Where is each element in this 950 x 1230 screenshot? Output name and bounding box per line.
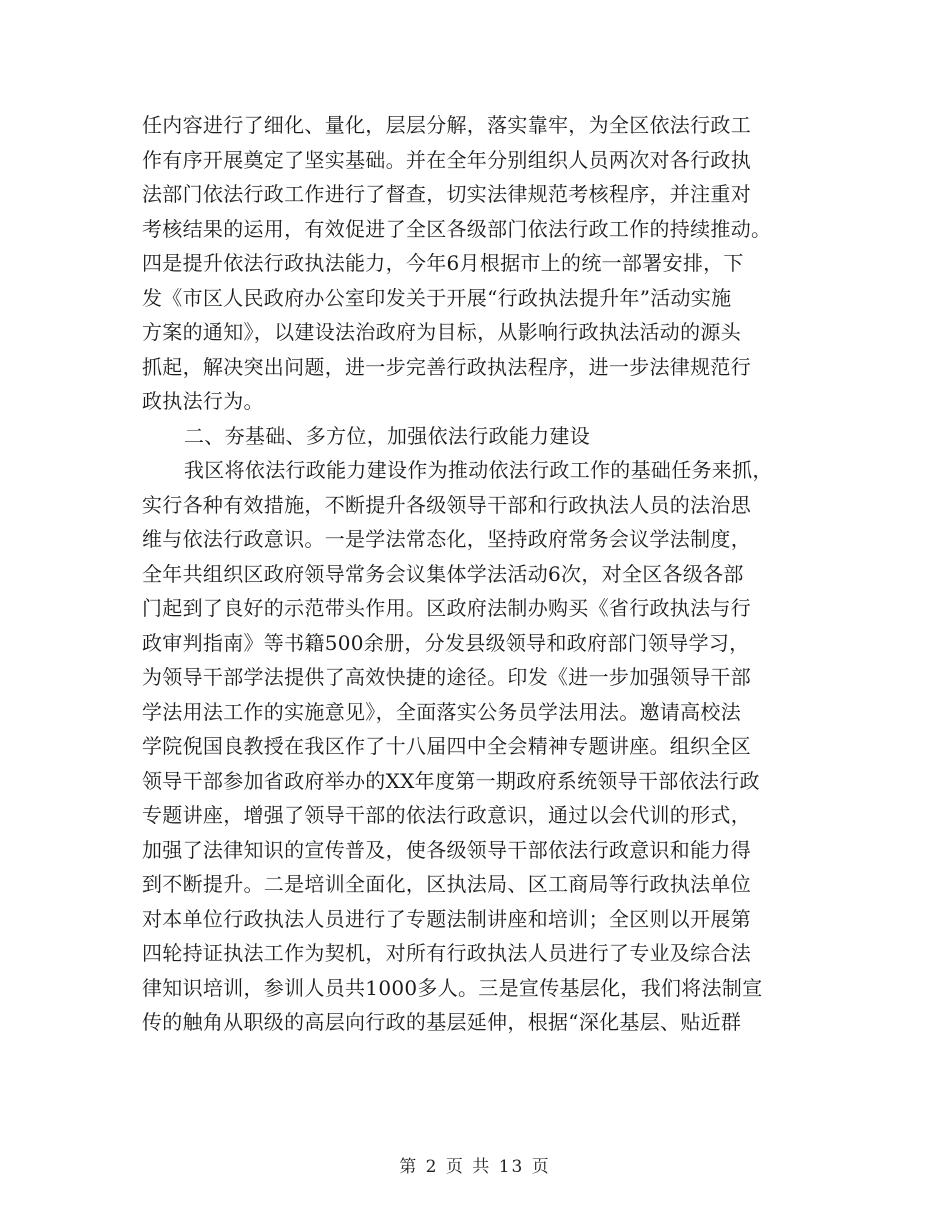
text-line: 发《市区人民政府办公室印发关于开展“行政执法提升年”活动实施 [142, 285, 732, 310]
text-line: 加强了法律知识的宣传普及，使各级领导干部依法行政意识和能力得 [142, 837, 751, 862]
text-line: 领导干部参加省政府举办的XX年度第一期政府系统领导干部依法行政 [142, 768, 760, 793]
text-line: 我区将依法行政能力建设作为推动依法行政工作的基础任务来抓， [184, 458, 773, 482]
body-text [142, 108, 806, 1040]
text-line: 任内容进行了细化、量化，层层分解，落实靠牢，为全区依法行政工 [142, 113, 751, 137]
text-line: 到不断提升。二是培训全面化，区执法局、区工商局等行政执法单位 [142, 872, 751, 896]
text-line: 维与依法行政意识。一是学法常态化，坚持政府常务会议学法制度， [142, 527, 751, 551]
text-line: 四是提升依法行政执法能力，今年6月根据市上的统一部署安排，下 [142, 251, 744, 275]
text-line: 律知识培训，参训人员共1000多人。三是宣传基层化，我们将法制宣 [142, 975, 763, 1000]
text-line: 四轮持证执法工作为契机，对所有行政执法人员进行了专业及综合法 [142, 941, 751, 965]
text-line: 方案的通知》，以建设法治政府为目标，从影响行政执法活动的源头 [142, 320, 741, 344]
text-line: 为领导干部学法提供了高效快捷的途径。印发《进一步加强领导干部 [142, 665, 751, 689]
text-line: 专题讲座，增强了领导干部的依法行政意识，通过以会代训的形式， [142, 803, 751, 827]
section-heading: 二、夯基础、多方位，加强依法行政能力建设 [184, 423, 590, 448]
text-line: 考核结果的运用，有效促进了全区各级部门依法行政工作的持续推动。 [142, 216, 772, 241]
text-line: 实行各种有效措施，不断提升各级领导干部和行政执法人员的法治思 [142, 492, 751, 517]
text-line: 学法用法工作的实施意见》，全面落实公务员学法用法。邀请高校法 [142, 699, 741, 724]
text-line: 政审判指南》等书籍500余册，分发县级领导和政府部门领导学习， [142, 630, 750, 655]
page-number-footer: 第 2 页 共 13 页 [399, 1157, 551, 1177]
text-line: 政执法行为。 [142, 389, 264, 413]
text-line: 抓起，解决突出问题，进一步完善行政执法程序，进一步法律规范行 [142, 354, 751, 379]
text-line: 全年共组织区政府领导常务会议集体学法活动6次，对全区各级各部 [142, 561, 744, 586]
text-line: 对本单位行政执法人员进行了专题法制讲座和培训；全区则以开展第 [142, 906, 751, 931]
text-line: 作有序开展奠定了坚实基础。并在全年分别组织人员两次对各行政执 [142, 147, 751, 172]
text-line: 门起到了良好的示范带头作用。区政府法制办购买《省行政执法与行 [142, 596, 751, 620]
text-line: 法部门依法行政工作进行了督查，切实法律规范考核程序，并注重对 [142, 182, 751, 206]
text-line: 学院倪国良教授在我区作了十八届四中全会精神专题讲座。组织全区 [142, 734, 751, 758]
text-line: 传的触角从职级的高层向行政的基层延伸，根据“深化基层、贴近群 [142, 1010, 742, 1034]
